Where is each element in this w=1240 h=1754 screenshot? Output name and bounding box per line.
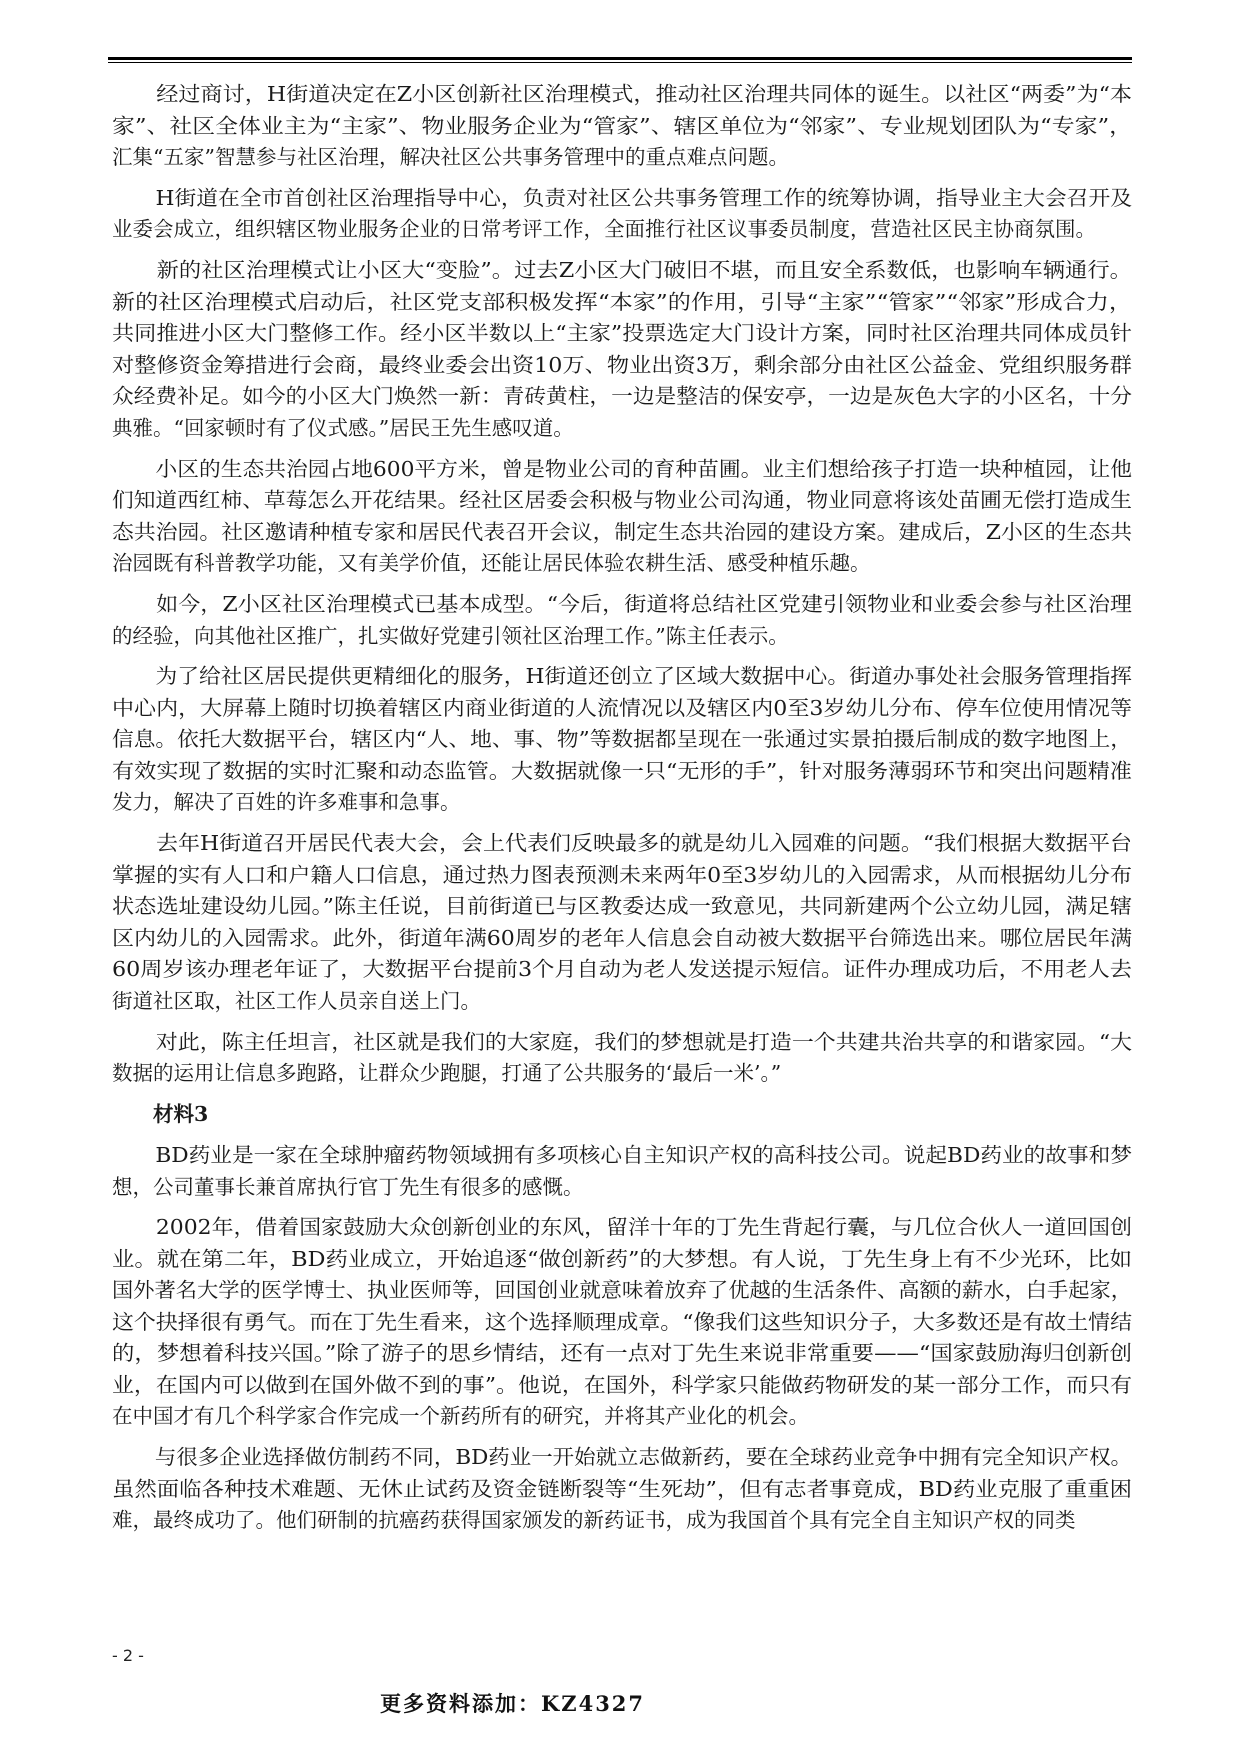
text-line	[112, 1338, 1132, 1370]
text-line	[112, 986, 1132, 1018]
text-line	[112, 548, 1132, 580]
text-line	[112, 485, 1132, 517]
text-line-content: 国外著名大学的医学博士、执业医师等，回国创业就意味着放弃了优越的生活条件、高额的薪水，白手起家，	[112, 1278, 1133, 1303]
text-line	[112, 724, 1132, 756]
text-line-content: 去年H街道召开居民代表大会，会上代表们反映最多的就是幼儿入园难的问题。“我们根据大数据平台	[112, 831, 1132, 856]
text-line-content: 2002年，借着国家鼓励大众创新创业的东风，留洋十年的丁先生背起行囊，与几位合伙人一道回国创	[112, 1215, 1133, 1240]
text-line	[112, 1442, 1132, 1474]
text-line	[112, 1140, 1132, 1172]
text-line-content: 业，在国内可以做到在国外做不到的事”。他说，在国外，科学家只能做药物研发的某一部分工作，而只有	[112, 1372, 1133, 1397]
text-line	[112, 1099, 1132, 1131]
text-line	[112, 891, 1132, 923]
paragraph	[112, 454, 1132, 580]
text-line-content: 有效实现了数据的实时汇聚和动态监管。大数据就像一只“无形的手”，针对服务薄弱环节和突出问题精准	[112, 758, 1132, 783]
paragraph	[112, 1442, 1132, 1537]
text-line-content: 信息。依托大数据平台，辖区内“人、地、事、物”等数据都呈现在一张通过实景拍摄后制成的数字地图上，	[112, 727, 1132, 752]
text-line-content: 状态选址建设幼儿园。”陈主任说，目前街道已与区教委达成一致意见，共同新建两个公立幼儿园，满足辖	[112, 894, 1133, 919]
text-line	[112, 381, 1132, 413]
header-rule-thin	[108, 62, 1132, 63]
text-line	[112, 693, 1132, 725]
text-line-content: 的，梦想着科技兴国。”除了游子的思乡情结，还有一点对丁先生来说非常重要——“国家鼓励海归创新创	[112, 1341, 1133, 1366]
text-line	[112, 1172, 1132, 1204]
text-line-content: 在中国才有几个科学家合作完成一个新药所有的研究，并将其产业化的机会。	[112, 1404, 809, 1429]
text-line-content: 业。就在第二年，BD药业成立，开始追逐“做创新药”的大梦想。有人说，丁先生身上有不少光环，比如	[112, 1246, 1132, 1271]
text-line-content: 家”、社区全体业主为“主家”、物业服务企业为“管家”、辖区单位为“邻家”、专业规划团队为“专家”，	[112, 113, 1133, 138]
text-line	[112, 517, 1132, 549]
text-line	[112, 1474, 1132, 1506]
text-line-content: 新的社区治理模式让小区大“变脸”。过去Z小区大门破旧不堪，而且安全系数低，也影响车辆通行。	[112, 258, 1132, 283]
text-line	[112, 661, 1132, 693]
text-line	[112, 1027, 1132, 1059]
paragraph	[112, 183, 1132, 246]
text-line	[112, 350, 1132, 382]
text-line	[112, 1212, 1132, 1244]
text-line	[112, 183, 1132, 215]
text-line-content: 想，公司董事长兼首席执行官丁先生有很多的感慨。	[112, 1174, 584, 1199]
text-line	[112, 255, 1132, 287]
text-line	[112, 787, 1132, 819]
text-line-content: 们知道西红柿、草莓怎么开花结果。经社区居委会积极与物业公司沟通，物业同意将该处苗圃无偿打造成生	[112, 488, 1132, 513]
text-line	[112, 756, 1132, 788]
header-rule	[108, 57, 1132, 60]
text-line-content: 材料3	[112, 1102, 209, 1127]
text-line	[112, 860, 1132, 892]
text-line-content: 业委会成立，组织辖区物业服务企业的日常考评工作，全面推行社区议事委员制度，营造社区民主协商氛围。	[112, 217, 1096, 242]
text-line	[112, 1370, 1132, 1402]
text-line	[112, 214, 1132, 246]
text-line	[112, 1058, 1132, 1090]
paragraph	[112, 661, 1132, 819]
section-heading	[112, 1099, 1132, 1131]
text-line-content: 小区的生态共治园占地600平方米，曾是物业公司的育种苗圃。业主们想给孩子打造一块种植园，让他	[112, 456, 1133, 481]
text-line	[112, 954, 1132, 986]
text-line-content: 如今，Z小区社区治理模式已基本成型。“今后，街道将总结社区党建引领物业和业委会参与社区治理	[112, 592, 1132, 617]
text-line	[112, 287, 1132, 319]
text-line-content: H街道在全市首创社区治理指导中心，负责对社区公共事务管理工作的统筹协调，指导业主大会召开及	[112, 185, 1132, 210]
text-line	[112, 79, 1132, 111]
paragraph	[112, 589, 1132, 652]
text-line-content: 的经验，向其他社区推广，扎实做好党建引领社区治理工作。”陈主任表示。	[112, 623, 789, 648]
text-line-content: 难，最终成功了。他们研制的抗癌药获得国家颁发的新药证书，成为我国首个具有完全自主知识产权的同类	[112, 1508, 1076, 1533]
text-line	[112, 454, 1132, 486]
text-line-content: 发力，解决了百姓的许多难事和急事。	[112, 790, 461, 815]
text-line-content: 为了给社区居民提供更精细化的服务，H街道还创立了区域大数据中心。街道办事处社会服务管理指挥	[112, 664, 1132, 689]
text-line	[112, 111, 1132, 143]
text-line-content: 数据的运用让信息多跑路，让群众少跑腿，打通了公共服务的‘最后一米’。”	[112, 1061, 782, 1086]
text-line-content: 经过商讨，H街道决定在Z小区创新社区治理模式，推动社区治理共同体的诞生。以社区“两委”为“本	[112, 82, 1133, 106]
paragraph	[112, 1212, 1132, 1433]
text-line-content: 掌握的实有人口和户籍人口信息，通过热力图表预测未来两年0至3岁幼儿的入园需求，从而根据幼儿分布	[112, 862, 1133, 887]
text-line-content: 典雅。“回家顿时有了仪式感。”居民王先生感叹道。	[112, 415, 574, 440]
text-line-content: 新的社区治理模式启动后，社区党支部积极发挥“本家”的作用，引导“主家”“管家”“邻家”形成合力，	[112, 289, 1132, 314]
text-line	[112, 621, 1132, 653]
text-line	[112, 923, 1132, 955]
text-line	[112, 1244, 1132, 1276]
text-line-content: 这个抉择很有勇气。而在丁先生看来，这个选择顺理成章。“像我们这些知识分子，大多数还是有故土情结	[112, 1309, 1133, 1334]
paragraph	[112, 1140, 1132, 1203]
text-line-content: 态共治园。社区邀请种植专家和居民代表召开会议，制定生态共治园的建设方案。建成后，Z小区的生态共	[112, 519, 1133, 544]
text-line-content: 对整修资金筹措进行会商，最终业委会出资10万、物业出资3万，剩余部分由社区公益金、党组织服务群	[112, 352, 1133, 377]
paragraph	[112, 79, 1132, 174]
text-line	[112, 1307, 1132, 1339]
document-body	[112, 79, 1132, 1537]
text-line	[112, 1275, 1132, 1307]
text-line	[112, 828, 1132, 860]
text-line-content: 中心内，大屏幕上随时切换着辖区内商业街道的人流情况以及辖区内0至3岁幼儿分布、停车位使用情况等	[112, 695, 1133, 720]
text-line-content: 与很多企业选择做仿制药不同，BD药业一开始就立志做新药，要在全球药业竞争中拥有完全知识产权。	[112, 1445, 1133, 1470]
paragraph	[112, 1027, 1132, 1090]
page-number: - 2 -	[112, 1646, 144, 1665]
text-line	[112, 1401, 1132, 1433]
text-line-content: 治园既有科普教学功能，又有美学价值，还能让居民体验农耕生活、感受种植乐趣。	[112, 551, 871, 576]
text-line-content: 区内幼儿的入园需求。此外，街道年满60周岁的老年人信息会自动被大数据平台筛选出来。哪位居民年满	[112, 925, 1133, 950]
text-line	[112, 142, 1132, 174]
paragraph	[112, 828, 1132, 1017]
text-line-content: 众经费补足。如今的小区大门焕然一新：青砖黄柱，一边是整洁的保安亭，一边是灰色大字的小区名，十分	[112, 384, 1132, 409]
text-line-content: 汇集“五家”智慧参与社区治理，解决社区公共事务管理中的重点难点问题。	[112, 145, 789, 169]
text-line-content: 60周岁该办理老年证了，大数据平台提前3个月自动为老人发送提示短信。证件办理成功后，不用老人去	[112, 957, 1133, 982]
text-line	[112, 1505, 1132, 1537]
text-line	[112, 589, 1132, 621]
footer-contact-note: 更多资料添加：KZ4327	[380, 1691, 646, 1716]
text-line	[112, 318, 1132, 350]
text-line-content: 共同推进小区大门整修工作。经小区半数以上“主家”投票选定大门设计方案，同时社区治理共同体成员针	[112, 321, 1132, 346]
text-line-content: 虽然面临各种技术难题、无休止试药及资金链断裂等“生死劫”，但有志者事竟成，BD药业克服了重重困	[112, 1476, 1132, 1501]
paragraph	[112, 255, 1132, 444]
text-line-content: BD药业是一家在全球肿瘤药物领域拥有多项核心自主知识产权的高科技公司。说起BD药业的故事和梦	[112, 1143, 1133, 1168]
text-line	[112, 413, 1132, 445]
text-line-content: 街道社区取，社区工作人员亲自送上门。	[112, 988, 481, 1013]
text-line-content: 对此，陈主任坦言，社区就是我们的大家庭，我们的梦想就是打造一个共建共治共享的和谐家园。“大	[112, 1029, 1133, 1054]
